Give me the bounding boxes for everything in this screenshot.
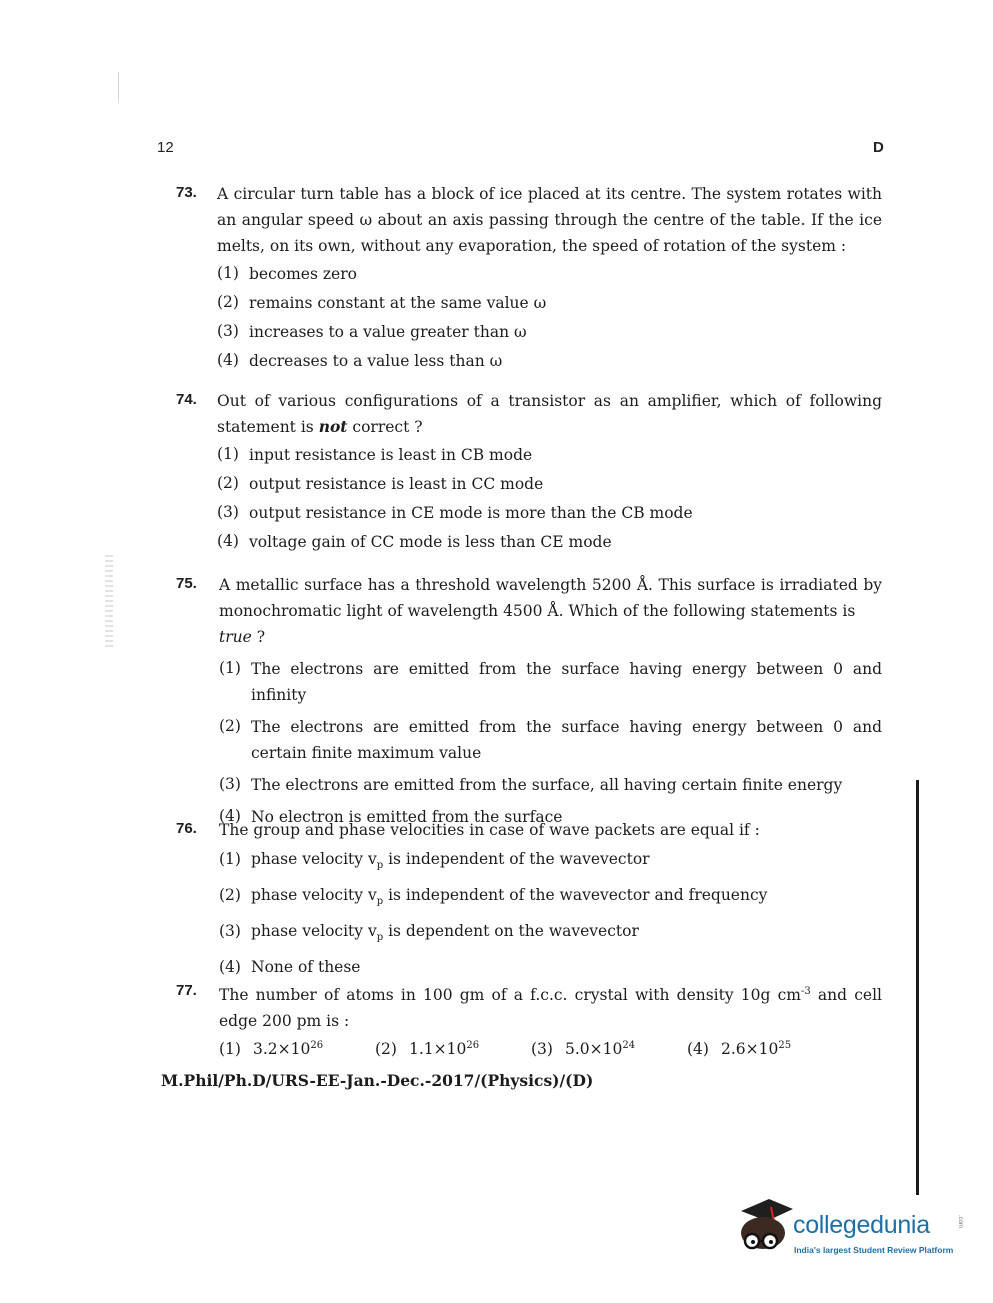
option-number: (3) xyxy=(219,775,241,793)
option-text: The electrons are emitted from the surface having energy between 0 and infinity xyxy=(251,660,882,704)
option-number: (4) xyxy=(217,351,239,369)
option xyxy=(217,346,882,375)
question-text: A circular turn table has a block of ice placed at its centre. The system rotates with an angular speed ω about an axis passing through the centre of the table. If the ice melts, on its own, without any evaporation, the speed of rotation of the system : xyxy=(217,185,882,255)
series-code: D xyxy=(873,139,884,156)
mascot-icon xyxy=(735,1197,795,1259)
option xyxy=(531,1040,687,1058)
option-number: (2) xyxy=(217,474,239,492)
question-text: The group and phase velocities in case of wave packets are equal if : xyxy=(219,821,760,839)
page-edge-line xyxy=(916,780,919,1195)
option xyxy=(219,879,882,915)
question-number: 77. xyxy=(176,982,197,999)
option-value: $5.0\times 10^{24}$ xyxy=(565,1040,636,1059)
option-text: phase velocity $v_p$ is independent of the wavevector and frequency xyxy=(251,886,768,908)
option xyxy=(217,440,882,469)
option-number: (3) xyxy=(217,322,239,340)
option-number: (3) xyxy=(217,503,239,521)
brand-suffix: .com xyxy=(957,1215,963,1229)
question-75 xyxy=(176,572,882,831)
question-number: 75. xyxy=(176,575,197,592)
option-text: decreases to a value less than ω xyxy=(249,352,503,370)
option xyxy=(217,498,882,527)
option-text: increases to a value greater than ω xyxy=(249,323,527,341)
option xyxy=(375,1040,531,1058)
question-number: 74. xyxy=(176,391,197,408)
option xyxy=(219,712,882,766)
brand-name: collegedunia xyxy=(793,1211,930,1239)
brand-tagline: India's largest Student Review Platform xyxy=(794,1245,954,1255)
option xyxy=(219,770,882,799)
option-number: (4) xyxy=(217,532,239,550)
option-number: (3) xyxy=(219,922,241,941)
option xyxy=(687,1040,843,1058)
option xyxy=(217,527,882,556)
option-number: (1) xyxy=(219,1040,241,1059)
question-number: 73. xyxy=(176,184,197,201)
option-text: The electrons are emitted from the surface, all having certain finite energy xyxy=(251,776,843,794)
option-number: (2) xyxy=(219,886,241,905)
question-76 xyxy=(176,817,882,983)
emphasis: not xyxy=(318,417,348,436)
paper-code-footer: M.Phil/Ph.D/URS-EE-Jan.-Dec.-2017/(Physics)/(D) xyxy=(161,1071,594,1090)
option-text: phase velocity $v_p$ is independent of the wavevector xyxy=(251,850,650,872)
option xyxy=(217,288,882,317)
option-text: The electrons are emitted from the surface having energy between 0 and certain finite maximum value xyxy=(251,718,882,762)
scan-mark xyxy=(118,72,119,102)
option-value: $1.1\times 10^{26}$ xyxy=(409,1040,480,1059)
option xyxy=(219,915,882,951)
option-number: (4) xyxy=(219,807,241,825)
question-text: Out of various configurations of a transistor as an amplifier, which of following statement is not correct ? xyxy=(217,392,882,436)
question-73 xyxy=(176,181,882,375)
option-number: (1) xyxy=(217,445,239,463)
page-number: 12 xyxy=(157,139,174,156)
option xyxy=(217,259,882,288)
option-number: (1) xyxy=(217,264,239,282)
option xyxy=(219,654,882,708)
option-number: (2) xyxy=(219,717,241,735)
option-text: voltage gain of CC mode is less than CE mode xyxy=(249,533,612,551)
scan-mark xyxy=(105,555,113,650)
option-number: (4) xyxy=(219,958,241,977)
option-number: (1) xyxy=(219,850,241,868)
option-number: (1) xyxy=(219,659,241,677)
option xyxy=(217,469,882,498)
question-text: The number of atoms in 100 gm of a f.c.c. crystal with density 10g $cm^{-3}$ and cell edge 200 pm is : xyxy=(219,986,882,1031)
option-number: (4) xyxy=(687,1040,709,1059)
option-text: phase velocity $v_p$ is dependent on the wavevector xyxy=(251,922,639,944)
option-text: No electron is emitted from the surface xyxy=(251,808,563,826)
option xyxy=(217,317,882,346)
option-number: (3) xyxy=(531,1040,553,1059)
option-text: None of these xyxy=(251,958,361,977)
option-value: $3.2\times 10^{26}$ xyxy=(253,1040,324,1059)
option-text: remains constant at the same value ω xyxy=(249,294,547,312)
option-number: (2) xyxy=(375,1040,397,1059)
question-text: A metallic surface has a threshold wavelength 5200 Å. This surface is irradiated by monochromatic light of wavelength 4500 Å. Which of the following statements is true ? xyxy=(219,576,882,646)
option-text: becomes zero xyxy=(249,265,357,283)
collegedunia-logo[interactable] xyxy=(735,1195,965,1265)
option-text: output resistance in CE mode is more than the CB mode xyxy=(249,504,693,522)
option-value: $2.6\times 10^{25}$ xyxy=(721,1040,792,1059)
question-number: 76. xyxy=(176,820,197,837)
emphasis: true xyxy=(219,628,252,646)
option-text: output resistance is least in CC mode xyxy=(249,475,544,493)
option-number: (2) xyxy=(217,293,239,311)
option-text: input resistance is least in CB mode xyxy=(249,446,533,464)
question-77 xyxy=(176,979,882,1058)
question-74 xyxy=(176,388,882,556)
option xyxy=(219,1040,375,1058)
option xyxy=(219,843,882,879)
option-row xyxy=(219,1040,882,1058)
